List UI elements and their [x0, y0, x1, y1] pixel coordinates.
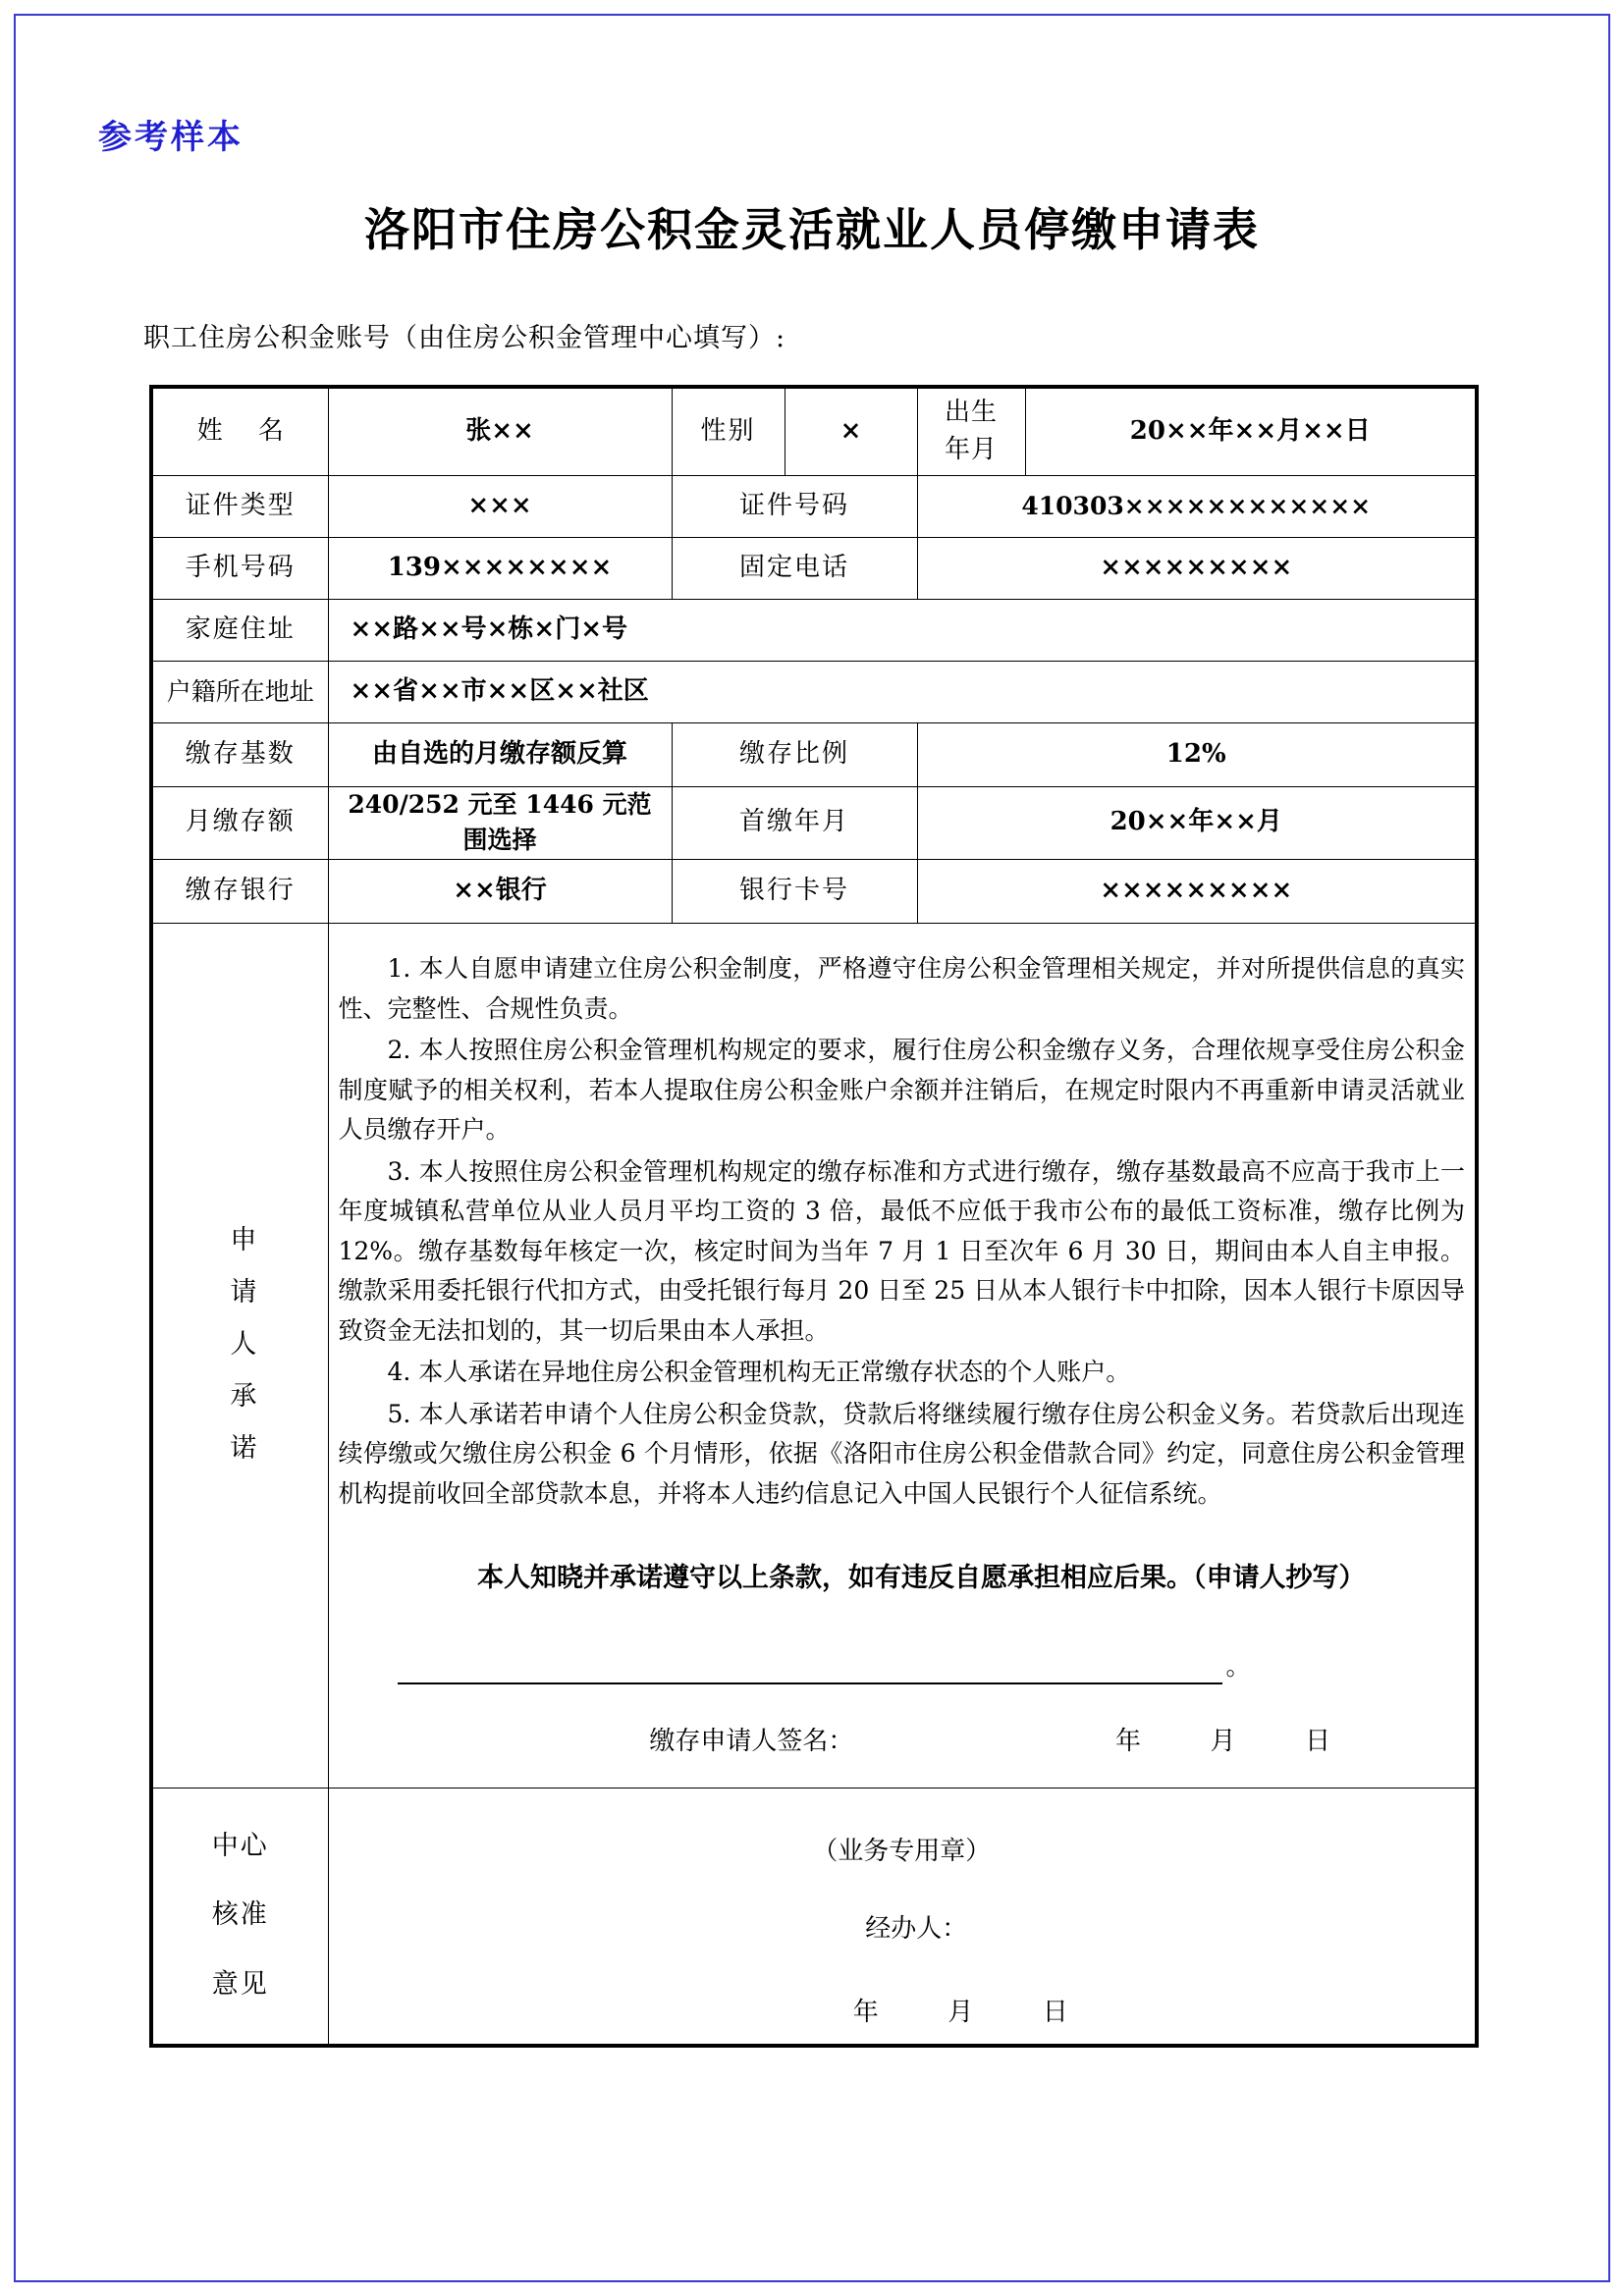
- cell-hukou-value[interactable]: ××省××市××区××社区: [328, 662, 1477, 723]
- promise-side-label-wrap: [163, 924, 318, 1788]
- promise-item-5: 5. 本人承诺若申请个人住房公积金贷款，贷款后将继续履行缴存住房公积金义务。若贷款后出现连续停缴或欠缴住房公积金 6 个月情形，依据《洛阳市住房公积金借款合同》约定，同意住房公积金管理机构提前收回全部贷款本息，并将本人违约信息记入中国人民银行个人征信系统。: [338, 1399, 1465, 1508]
- approval-date-row: [339, 1998, 1466, 2028]
- cell-gender-label: 性别: [672, 387, 785, 476]
- handwriting-copy-period: 。: [1225, 1651, 1251, 1681]
- approval-label-cell: [151, 1788, 328, 2046]
- cell-id-type-label: 证件类型: [151, 476, 328, 538]
- approval-agent-label: 经办人：: [865, 1913, 968, 1944]
- table-row: [151, 787, 1477, 860]
- applicant-info-table: [149, 385, 1479, 2048]
- cell-base-value[interactable]: 由自选的月缴存额反算: [328, 723, 672, 787]
- cell-card-value[interactable]: ×××××××××: [917, 859, 1477, 923]
- promise-content-cell: [328, 923, 1477, 1788]
- table-row: [151, 923, 1477, 1788]
- cell-ratio-label: 缴存比例: [672, 723, 917, 787]
- table-row: [151, 476, 1477, 538]
- table-row: [151, 662, 1477, 723]
- approval-day-label: 日: [1042, 1998, 1068, 2028]
- cell-first-month-label: 首缴年月: [672, 787, 917, 860]
- table-row: [151, 1788, 1477, 2046]
- handwriting-copy-row: [339, 1649, 1466, 1684]
- cell-bank-label: 缴存银行: [151, 859, 328, 923]
- cell-home-address-label: 家庭住址: [151, 600, 328, 662]
- cell-first-month-value[interactable]: 20××年××月: [917, 787, 1477, 860]
- table-row: [151, 723, 1477, 787]
- approval-label-line-3: 意见: [211, 1968, 269, 2000]
- table-row: [151, 538, 1477, 600]
- promise-item-3: 3. 本人按照住房公积金管理机构规定的缴存标准和方式进行缴存，缴存基数最高不应高于我市上一年度城镇私营单位从业人员月平均工资的 3 倍，最低不应低于我市公布的最低工资标准，缴存比例为 12%。缴存基数每年核定一次，核定时间为当年 7 月 1 日至次年 6 月 30 日，期间由本人自主申报。缴款采用委托银行代扣方式，由受托银行每月 20 日至 25 日从本人银行卡中扣除，因本人银行卡原因导致资金无法扣划的，其一切后果由本人承担。: [338, 1156, 1465, 1345]
- signature-year-label: 年: [1114, 1726, 1141, 1756]
- approval-year-label: 年: [852, 1998, 879, 2028]
- approval-label-line-2: 核准: [211, 1899, 269, 1931]
- cell-monthly-label: 月缴存额: [151, 787, 328, 860]
- table-row: [151, 387, 1477, 476]
- promise-side-label-text: 申请人承诺: [225, 1225, 256, 1485]
- approval-month-label: 月: [947, 1998, 974, 2028]
- approval-block: [339, 1837, 1466, 2029]
- cell-tel-value[interactable]: ×××××××××: [917, 538, 1477, 600]
- signature-row: [339, 1724, 1466, 1761]
- cell-id-type-value[interactable]: ×××: [328, 476, 672, 538]
- approval-content-cell: [328, 1788, 1477, 2046]
- promise-item-2: 2. 本人按照住房公积金管理机构规定的要求，履行住房公积金缴存义务，合理依规享受住房公积金制度赋予的相关权利，若本人提取住房公积金账户余额并注销后，在规定时限内不再重新申请灵活就业人员缴存开户。: [338, 1036, 1465, 1145]
- official-seal-text: （业务专用章）: [812, 1836, 992, 1866]
- cell-birth-label: 出生 年月: [917, 387, 1025, 476]
- handwriting-copy-rule[interactable]: [398, 1682, 1222, 1684]
- promise-statement: 本人知晓并承诺遵守以上条款，如有违反自愿承担相应后果。（申请人抄写）: [477, 1563, 1366, 1594]
- reference-sample-stamp: 参考样本: [98, 118, 244, 157]
- cell-tel-label: 固定电话: [672, 538, 917, 600]
- promise-item-1: 1. 本人自愿申请建立住房公积金制度，严格遵守住房公积金管理相关规定，并对所提供信息的真实性、完整性、合规性负责。: [338, 954, 1465, 1023]
- promise-side-label: [151, 923, 328, 1788]
- cell-ratio-value[interactable]: 12%: [917, 723, 1477, 787]
- page-title: 洛阳市住房公积金灵活就业人员停缴申请表: [364, 203, 1260, 256]
- account-number-line: 职工住房公积金账号（由住房公积金管理中心填写）:: [143, 323, 786, 353]
- cell-card-label: 银行卡号: [672, 859, 917, 923]
- cell-mobile-label: 手机号码: [151, 538, 328, 600]
- approval-label-line-1: 中心: [211, 1831, 269, 1862]
- cell-gender-value[interactable]: ×: [785, 387, 917, 476]
- signature-month-label: 月: [1210, 1726, 1236, 1756]
- cell-hukou-label: 户籍所在地址: [151, 662, 328, 723]
- cell-id-no-label: 证件号码: [672, 476, 917, 538]
- cell-name-label: 姓 名: [151, 387, 328, 476]
- cell-mobile-value[interactable]: 139××××××××: [328, 538, 672, 600]
- cell-name-value[interactable]: 张××: [328, 387, 672, 476]
- cell-base-label: 缴存基数: [151, 723, 328, 787]
- cell-id-no-value[interactable]: 410303××××××××××××: [917, 476, 1477, 538]
- approval-label-stack: [163, 1812, 318, 2019]
- signature-label: 缴存申请人签名：: [649, 1726, 854, 1756]
- cell-birth-value[interactable]: 20××年××月××日: [1025, 387, 1477, 476]
- cell-home-address-value[interactable]: ××路××号×栋×门×号: [328, 600, 1477, 662]
- table-row: [151, 600, 1477, 662]
- signature-day-label: 日: [1305, 1726, 1331, 1756]
- cell-bank-value[interactable]: ××银行: [328, 859, 672, 923]
- table-row: [151, 859, 1477, 923]
- promise-item-4: 4. 本人承诺在异地住房公积金管理机构无正常缴存状态的个人账户。: [387, 1358, 1131, 1387]
- cell-monthly-value[interactable]: 240/252 元至 1446 元范围选择: [328, 787, 672, 860]
